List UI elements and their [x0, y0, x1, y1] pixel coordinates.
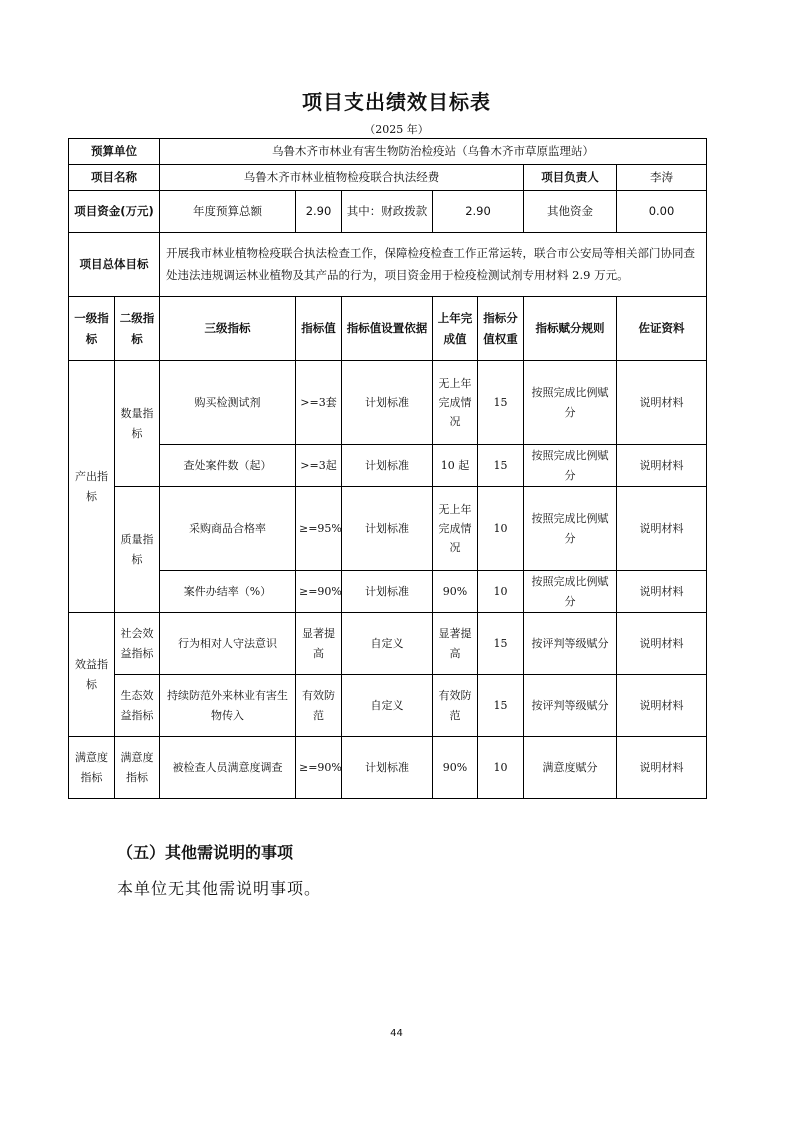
year-label: （2025 年）: [364, 123, 429, 136]
indicator-evidence: 说明材料: [617, 675, 707, 737]
table-row: [69, 613, 707, 675]
header-weight: 指标分值权重: [478, 297, 524, 361]
indicator-evidence: 说明材料: [617, 487, 707, 571]
header-level1: 一级指标: [69, 297, 115, 361]
subgroup-satisfaction: 满意度指标: [115, 737, 160, 799]
indicator-value: 显著提高: [296, 613, 342, 675]
section-heading: （五）其他需说明的事项: [117, 843, 294, 862]
table-row: [69, 361, 707, 445]
indicator-weight: 15: [478, 361, 524, 445]
indicator-last-year: 有效防范: [433, 675, 478, 737]
indicator-last-year: 显著提高: [433, 613, 478, 675]
fiscal-allocation-value: 2.90: [433, 191, 524, 233]
fiscal-allocation-label: 其中：财政拨款: [342, 191, 433, 233]
other-funds-label: 其他资金: [524, 191, 617, 233]
annual-budget-label: 年度预算总额: [160, 191, 296, 233]
group-satisfaction: 满意度指标: [69, 737, 115, 799]
indicator-evidence: 说明材料: [617, 613, 707, 675]
indicator-name: 持续防范外来林业有害生物传入: [160, 675, 296, 737]
group-benefit: 效益指标: [69, 613, 115, 737]
indicator-rule: 满意度赋分: [524, 737, 617, 799]
indicator-basis: 计划标准: [342, 487, 433, 571]
project-manager-value: 李涛: [617, 165, 707, 191]
indicator-name: 采购商品合格率: [160, 487, 296, 571]
indicator-evidence: 说明材料: [617, 445, 707, 487]
indicator-name: 查处案件数（起）: [160, 445, 296, 487]
indicator-last-year: 90%: [433, 737, 478, 799]
subgroup-social: 社会效益指标: [115, 613, 160, 675]
project-goal-label: 项目总体目标: [69, 233, 160, 297]
indicator-name: 被检查人员满意度调查: [160, 737, 296, 799]
indicator-value: >=3起: [296, 445, 342, 487]
indicator-basis: 自定义: [342, 613, 433, 675]
indicator-value: ≥=90%: [296, 737, 342, 799]
indicator-name: 行为相对人守法意识: [160, 613, 296, 675]
indicator-evidence: 说明材料: [617, 737, 707, 799]
indicator-rule: 按照完成比例赋分: [524, 445, 617, 487]
indicator-rule: 按照完成比例赋分: [524, 487, 617, 571]
indicator-basis: 计划标准: [342, 571, 433, 613]
header-last-year: 上年完成值: [433, 297, 478, 361]
table-row: [69, 445, 707, 487]
table-row: [69, 571, 707, 613]
indicator-value: 有效防范: [296, 675, 342, 737]
indicator-weight: 10: [478, 571, 524, 613]
annual-budget-value: 2.90: [296, 191, 342, 233]
section-paragraph: 本单位无其他需说明事项。: [117, 879, 322, 898]
subgroup-quality: 质量指标: [115, 487, 160, 613]
group-output: 产出指标: [69, 361, 115, 613]
table-row: [69, 675, 707, 737]
indicator-last-year: 无上年完成情况: [433, 361, 478, 445]
table-row: [69, 737, 707, 799]
budget-unit-row: [69, 139, 707, 165]
page-number: 44: [390, 1028, 403, 1039]
project-name-value: 乌鲁木齐市林业植物检疫联合执法经费: [160, 165, 524, 191]
indicator-name: 购买检测试剂: [160, 361, 296, 445]
table-row: [69, 487, 707, 571]
indicator-weight: 15: [478, 675, 524, 737]
subgroup-eco: 生态效益指标: [115, 675, 160, 737]
indicator-weight: 10: [478, 487, 524, 571]
indicator-weight: 10: [478, 737, 524, 799]
indicator-value: ≥=95%: [296, 487, 342, 571]
indicator-last-year: 90%: [433, 571, 478, 613]
indicator-name: 案件办结率（%）: [160, 571, 296, 613]
header-level2: 二级指标: [115, 297, 160, 361]
indicator-evidence: 说明材料: [617, 571, 707, 613]
indicator-basis: 自定义: [342, 675, 433, 737]
budget-unit-value: 乌鲁木齐市林业有害生物防治检疫站（乌鲁木齐市草原监理站）: [160, 139, 707, 165]
budget-unit-label: 预算单位: [69, 139, 160, 165]
indicator-basis: 计划标准: [342, 445, 433, 487]
indicator-weight: 15: [478, 613, 524, 675]
project-name-row: [69, 165, 707, 191]
header-rule: 指标赋分规则: [524, 297, 617, 361]
subgroup-quantity: 数量指标: [115, 361, 160, 487]
indicator-rule: 按评判等级赋分: [524, 613, 617, 675]
header-evidence: 佐证资料: [617, 297, 707, 361]
indicator-value: >=3套: [296, 361, 342, 445]
project-name-label: 项目名称: [69, 165, 160, 191]
indicator-rule: 按评判等级赋分: [524, 675, 617, 737]
indicator-weight: 15: [478, 445, 524, 487]
project-goal-text: 开展我市林业植物检疫联合执法检查工作，保障检疫检查工作正常运转，联合市公安局等相关部门协同查处违法违规调运林业植物及其产品的行为，项目资金用于检疫检测试剂专用材料 2.9 万元。: [160, 233, 707, 297]
project-manager-label: 项目负责人: [524, 165, 617, 191]
indicator-header-row: [69, 297, 707, 361]
header-basis: 指标值设置依据: [342, 297, 433, 361]
other-funds-value: 0.00: [617, 191, 707, 233]
indicator-basis: 计划标准: [342, 737, 433, 799]
indicator-rule: 按照完成比例赋分: [524, 361, 617, 445]
project-goal-row: [69, 233, 707, 297]
project-funds-label: 项目资金(万元): [69, 191, 160, 233]
header-value: 指标值: [296, 297, 342, 361]
indicator-last-year: 10 起: [433, 445, 478, 487]
header-level3: 三级指标: [160, 297, 296, 361]
indicator-last-year: 无上年完成情况: [433, 487, 478, 571]
page-title: 项目支出绩效目标表: [302, 90, 491, 114]
project-funds-row: [69, 191, 707, 233]
indicator-value: ≥=90%: [296, 571, 342, 613]
indicator-evidence: 说明材料: [617, 361, 707, 445]
indicator-rule: 按照完成比例赋分: [524, 571, 617, 613]
indicator-basis: 计划标准: [342, 361, 433, 445]
performance-table: [68, 138, 707, 799]
